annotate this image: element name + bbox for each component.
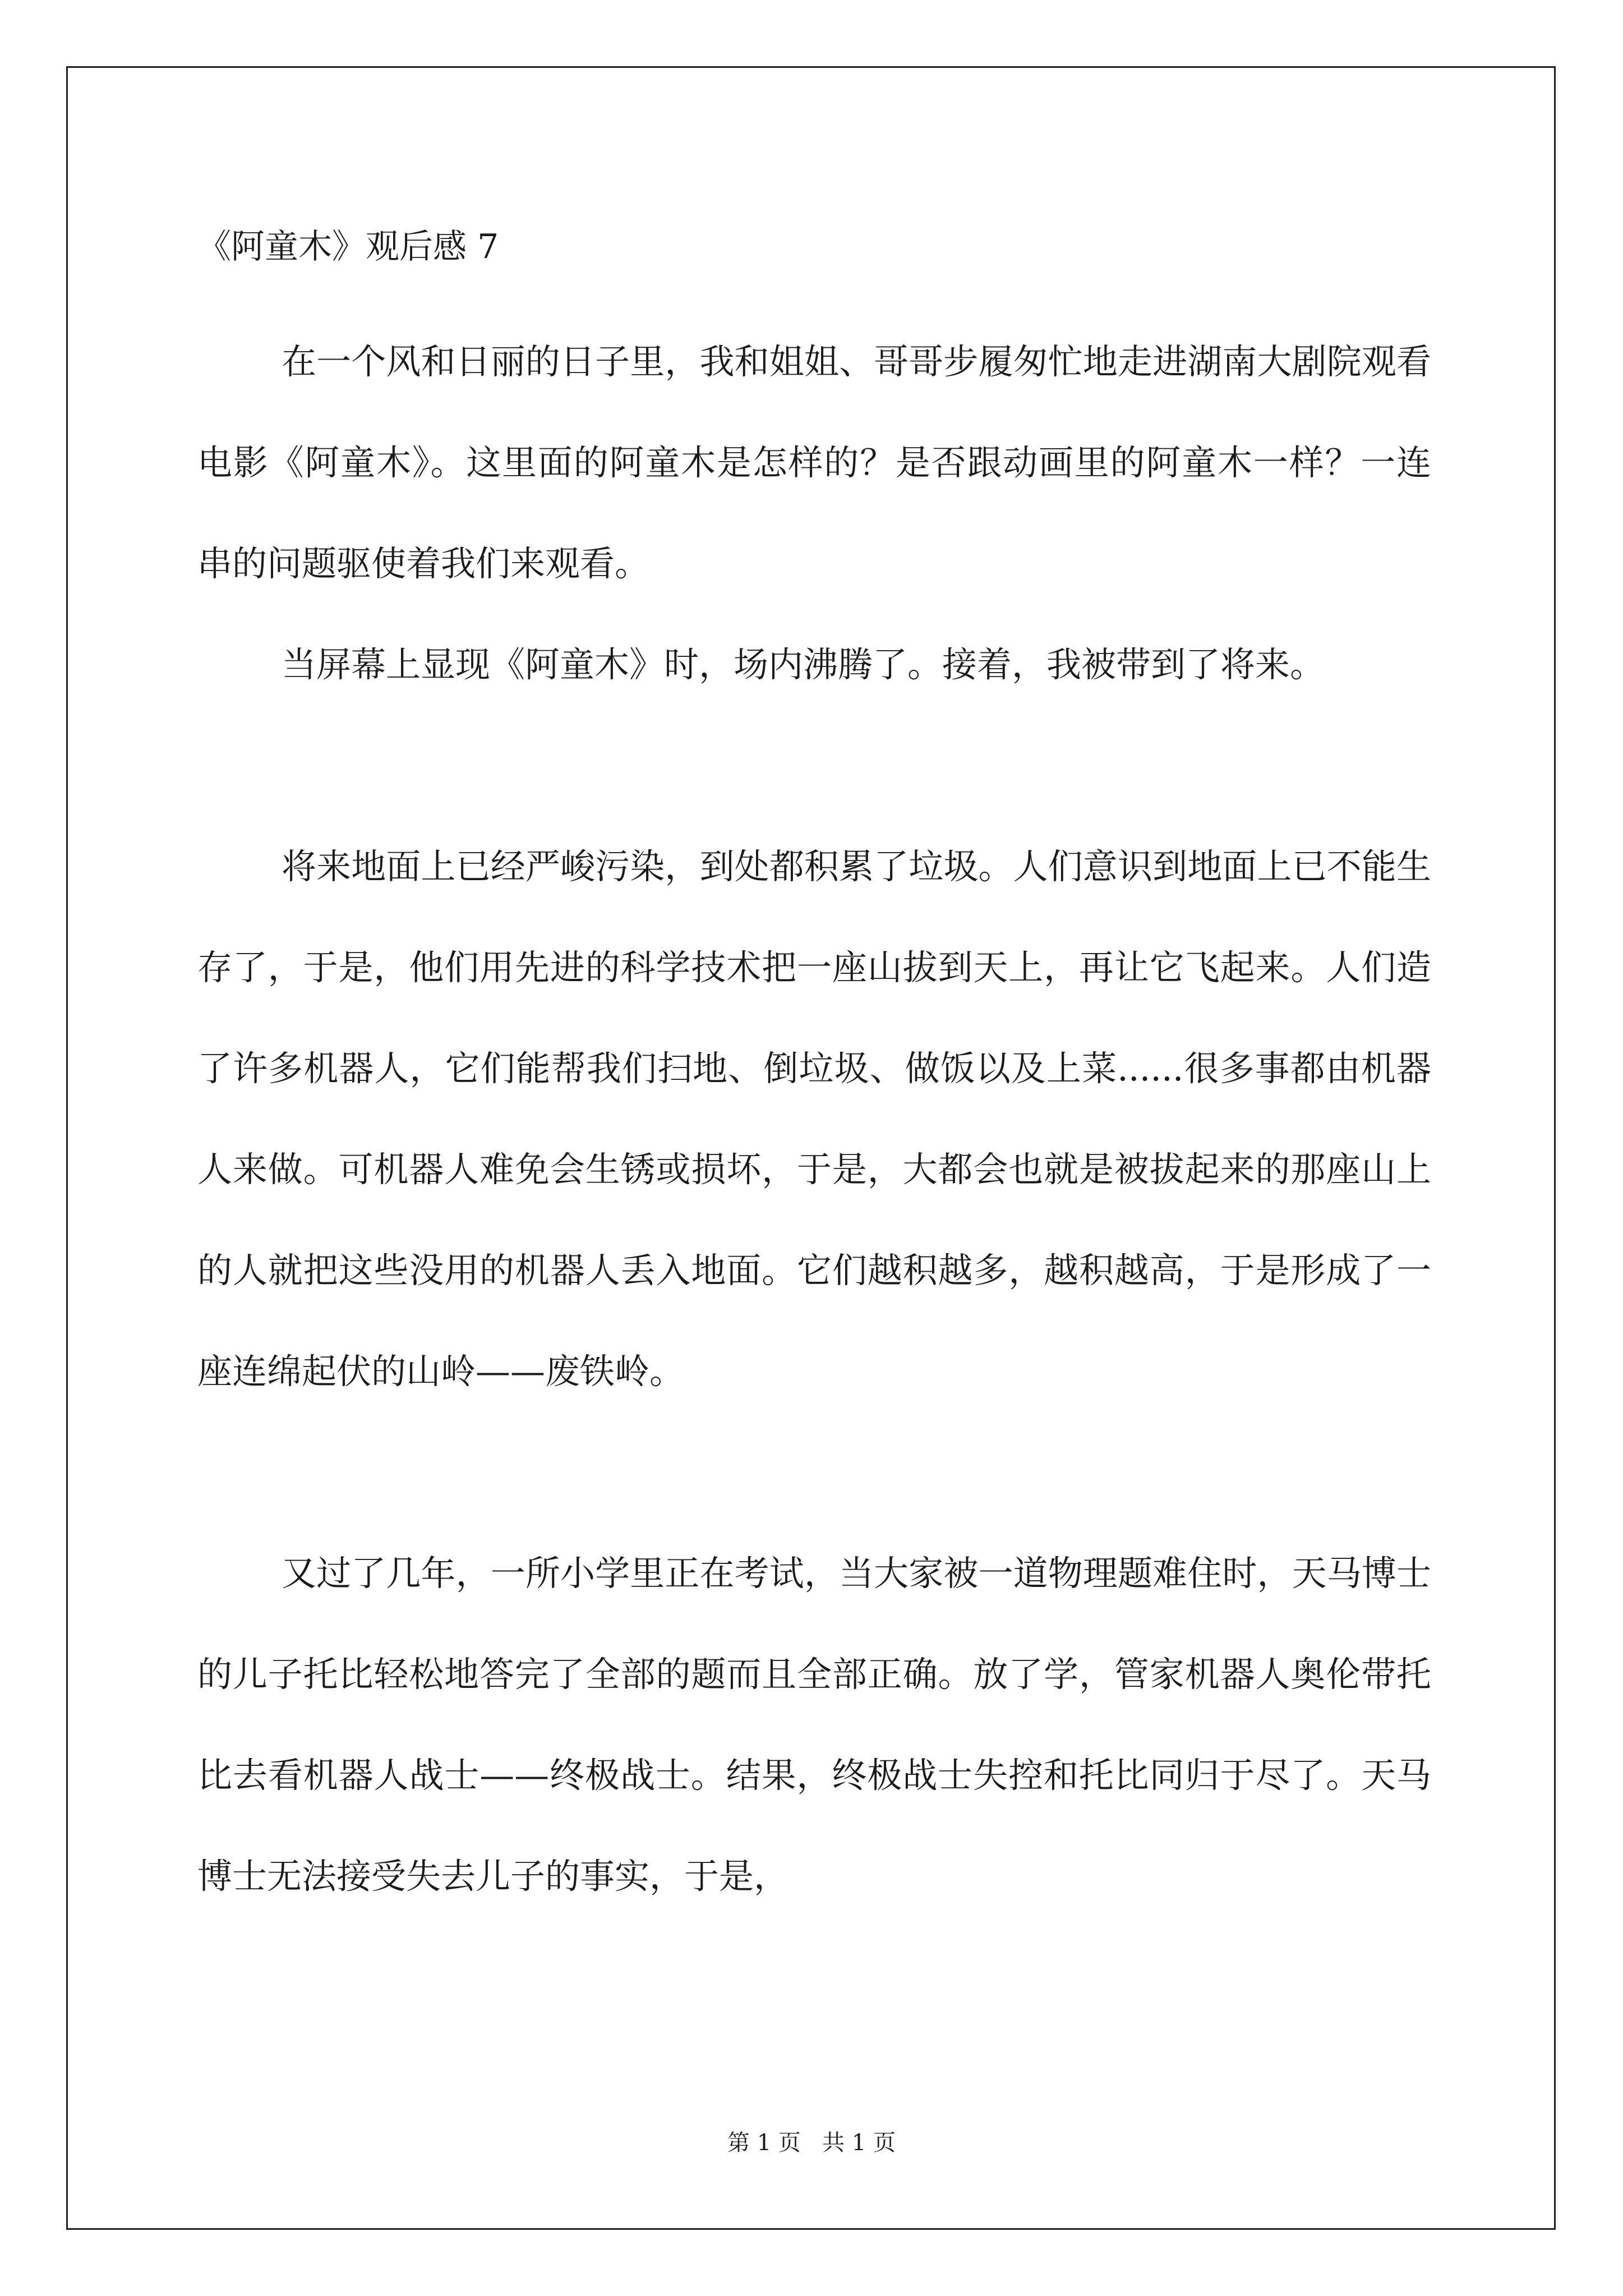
paragraph-2: 当屏幕上显现《阿童木》时，场内沸腾了。接着，我被带到了将来。: [282, 644, 1325, 685]
paragraph-3: 将来地面上已经严峻污染，到处都积累了垃圾。人们意识到地面上已不能生存了，于是，他们用先进的科学技术把一座山拔到天上，再让它飞起来。人们造了许多机器人，它们能帮我们扫地、倒垃圾、做饭以及上菜......很多事都由机器人来做。可机器人难免会生锈或损坏，于是，大都会也就是被拔起来的那座山上的人就把这些没用的机器人丢入地面。它们越积越多，越积越高，于是形成了一座连绵起伏的山岭——废铁岭。: [197, 846, 1431, 1392]
paragraph-1: 在一个风和日丽的日子里，我和姐姐、哥哥步履匆忙地走进湖南大剧院观看电影《阿童木》。这里面的阿童木是怎样的？是否跟动画里的阿童木一样？一连串的问题驱使着我们来观看。: [197, 341, 1431, 584]
page-footer: 第 1 页 共 1 页: [727, 2130, 896, 2156]
paragraph-4: 又过了几年，一所小学里正在考试，当大家被一道物理题难住时，天马博士的儿子托比轻松地答完了全部的题而且全部正确。放了学，管家机器人奥伦带托比去看机器人战士——终极战士。结果，终极战士失控和托比同归于尽了。天马博士无法接受失去儿子的事实，于是，: [197, 1553, 1431, 1897]
document-title: 《阿童木》观后感 7: [197, 227, 499, 266]
